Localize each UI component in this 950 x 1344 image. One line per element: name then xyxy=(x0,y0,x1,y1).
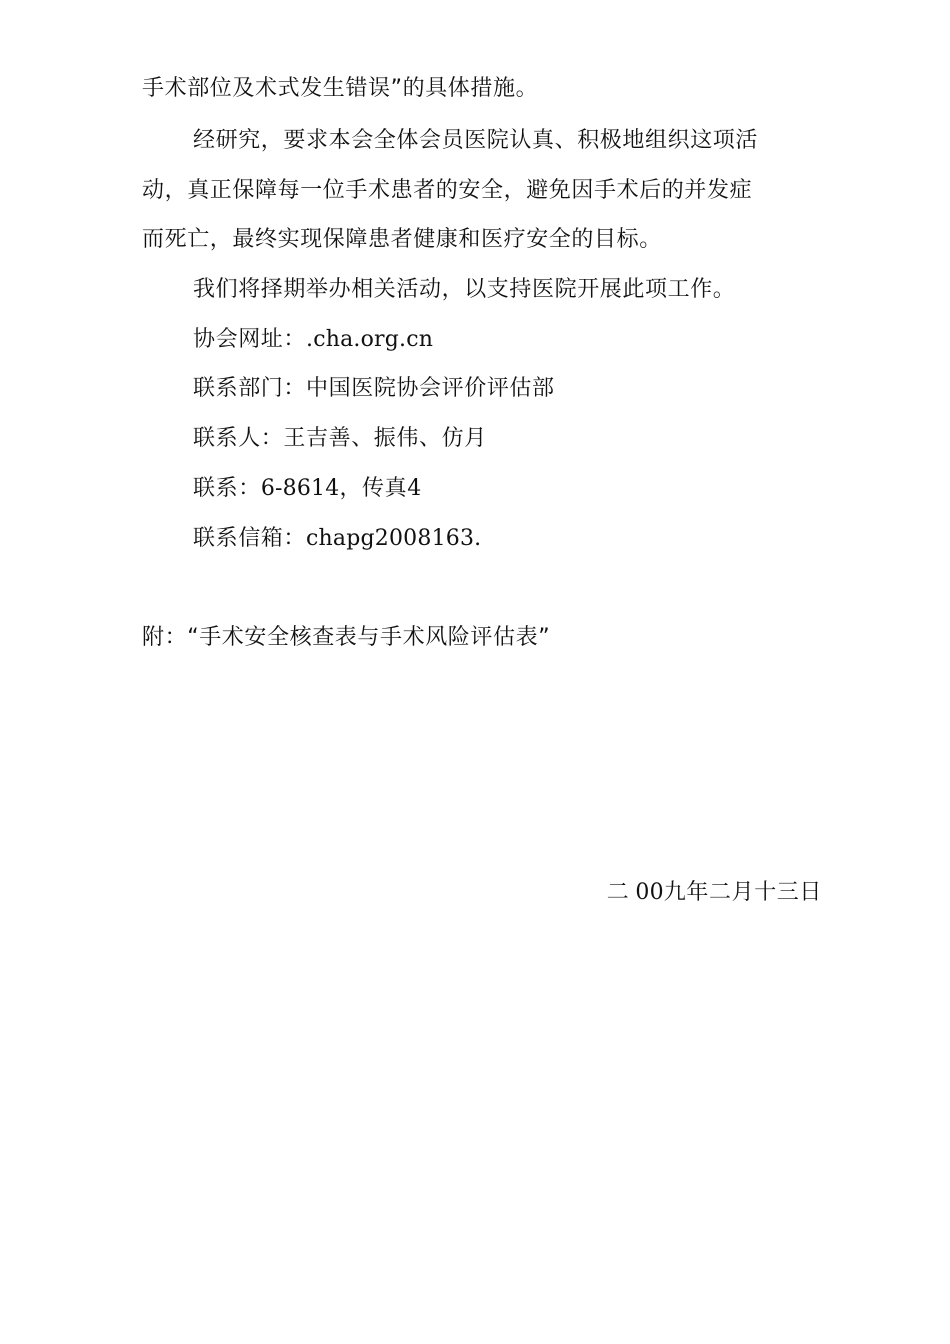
attachment-label: 附： xyxy=(142,625,188,650)
contact-person-label: 联系人： xyxy=(193,426,284,451)
phone-value: 6-8614 xyxy=(260,476,340,501)
department-value: 中国医院协会评价评估部 xyxy=(306,376,555,401)
department-line xyxy=(193,374,555,404)
date-digits: 00 xyxy=(635,880,664,905)
fax-label: ，传真 xyxy=(339,476,408,501)
paragraph-2-line-2: 动，真正保障每一位手术患者的安全，避免因手术后的并发症 xyxy=(142,178,753,203)
date-suffix: 九年二月十三日 xyxy=(663,880,822,905)
paragraph-2-line-1: 经研究，要求本会全体会员医院认真、积极地组织这项活 xyxy=(193,128,759,153)
fax-value: 4 xyxy=(407,476,422,501)
department-label: 联系部门： xyxy=(193,376,307,401)
attachment-line xyxy=(142,623,550,653)
body-line-1: 手术部位及术式发生错误”的具体措施。 xyxy=(142,76,539,101)
date-prefix: 二 xyxy=(606,880,630,905)
email-line xyxy=(193,524,481,554)
contact-person-line xyxy=(193,424,487,454)
website-value: .cha.org.cn xyxy=(306,327,434,352)
phone-label: 联系： xyxy=(193,476,261,501)
email-label: 联系信箱： xyxy=(193,526,307,551)
website-line xyxy=(193,325,433,355)
paragraph-3: 我们将择期举办相关活动，以支持医院开展此项工作。 xyxy=(193,277,736,302)
attachment-title: “手术安全核查表与手术风险评估表” xyxy=(187,625,551,650)
phone-line xyxy=(193,474,421,504)
website-label: 协会网址： xyxy=(193,327,307,352)
paragraph-2-line-3: 而死亡，最终实现保障患者健康和医疗安全的目标。 xyxy=(142,227,662,252)
contact-person-value: 王吉善、振伟、仿月 xyxy=(283,426,487,451)
document-date xyxy=(607,878,822,908)
email-value: chapg2008163. xyxy=(306,526,482,551)
